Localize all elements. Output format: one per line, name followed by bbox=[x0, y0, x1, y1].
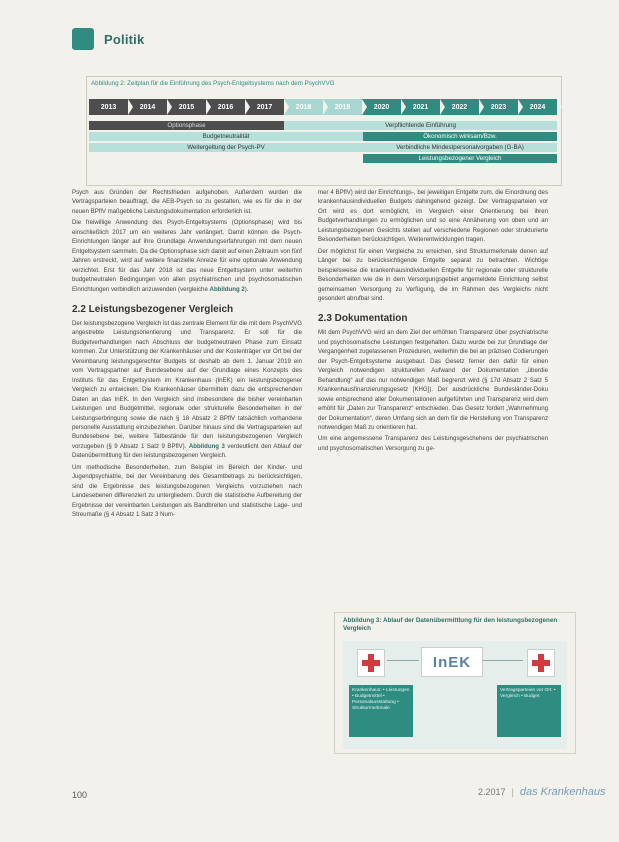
year-2015: 2015 bbox=[167, 99, 206, 115]
bar-oekonomisch-wirksam: Ökonomisch wirksam/Bzw. bbox=[363, 132, 557, 141]
section-header bbox=[72, 26, 144, 52]
right-intro-p2: Der möglichst für einen Vergleiche zu erreichen, sind Strukturmerkmale denen auf Länger bei zu berücksichtigende Entgelte separat zu betrachten. Wichtige beispielsweise die krankenhausindividuellen Entgelte für regionale oder strukturelle Besonderheiten wie die in dem Versorgungsgebiet angemeldete Einrichtung selbst gemeinsamen Versorgung zu Verfügung, die im Rahmen des Vergleichs nicht gesondert abrufbar sind. bbox=[318, 247, 548, 302]
bar-leistungsbezogener-vergleich: Leistungsbezogener Vergleich bbox=[363, 154, 557, 163]
hospital-icon bbox=[527, 649, 555, 677]
figure-2-timeline bbox=[86, 76, 562, 186]
figure-3-reference-link[interactable]: Abbildung 3 bbox=[188, 442, 225, 450]
figure-2-caption: Abbildung 2: Zeitplan für die Einführung des Psych-Entgeltsystems nach dem PsychVVG bbox=[91, 80, 335, 87]
figure-3-caption: Abbildung 3: Ablauf der Datenübermittlung für den leistungsbezogenen Vergleich bbox=[343, 617, 558, 632]
year-2013: 2013 bbox=[89, 99, 128, 115]
year-2022: 2022 bbox=[440, 99, 479, 115]
left-intro-p1: Psych aus Gründen der Rechtsfrieden aufgehoben. Außerdem wurden die Vertragsparteien beauftragt, die AEB-Psych so zu gestalten, wie es für die in der neuen BPflV maßgebliche Leistungsdokumentation erforderlich ist. bbox=[72, 189, 302, 215]
hospital-icon bbox=[357, 649, 385, 677]
page-number: 100 bbox=[72, 790, 88, 800]
bar-verpflichtende-einfuehrung: Verpflichtende Einführung bbox=[284, 121, 557, 130]
year-timeline bbox=[89, 99, 557, 115]
year-2021: 2021 bbox=[401, 99, 440, 115]
year-2020: 2020 bbox=[362, 99, 401, 115]
bar-mindestpersonalvorgaben: Verbindliche Mindestpersonalvorgaben (G-BA) bbox=[363, 143, 557, 152]
hospital-data-box: Krankenhaus: • Leistungen • Budgetmittel • Personalausstattung • Strukturmerkmale bbox=[349, 685, 413, 737]
parties-data-box: Vertragsparteien vor Ort: • Vergleich • Budget bbox=[497, 685, 561, 737]
right-column bbox=[318, 188, 548, 455]
year-2024: 2024 bbox=[518, 99, 557, 115]
right-doku-end: Um eine angemessene Transparenz des Leistungsgeschehens der psychiatrischen und psychosomatischen Versorgung zu ge- bbox=[318, 435, 548, 452]
year-2018: 2018 bbox=[284, 99, 323, 115]
magazine-logo: das Krankenhaus bbox=[519, 786, 606, 798]
inek-logo: InEK bbox=[421, 647, 483, 677]
year-2023: 2023 bbox=[479, 99, 518, 115]
year-2019: 2019 bbox=[323, 99, 362, 115]
arrow-icon bbox=[483, 660, 523, 661]
left-leistung-paragraph: Der leistungsbezogene Vergleich ist das zentrale Element für die mit dem PsychVVG angestrebte Leistungsorientierung und Transparenz. Er soll für die Budgetverhandlungen nach Abschluss der budgetneutralen Phase zum Einsatz kommen. Zur Unterstützung der Krankenhäuser und der Kostenträger vor Ort bei der Vereinbarung leistungsgerechter Budgets ist deshalb ab dem 1. Januar 2019 ein vom Vertragspartner auf Bundesebene auf der Grundlage eines Konzepts des Instituts für das Entgeltsystem im Krankenhaus (InEK) ein leistungsbezogener Vergleich zu entwickeln. Die Krankenhäuser übermitteln dazu die entsprechenden Daten an das InEK. In den Vergleich sind insbesondere die bisher vereinbarten Leistungen und Budgetmittel, regionale oder strukturelle Besonderheiten in der Leistungserbringung sowie die nach § 18 Absatz 2 BPflV tatsächlich vorhandene personelle Ausstattung einzubeziehen. Darüber hinaus sind die Vertragsparteien auf Bundesebene bei, weitere Tatbestände für den leistungsbezogenen Vergleich vorzugeben (§ 9 Absatz 1 Satz 9 BPflV). Abbildung 3 verdeutlicht den Ablauf der Datenübermittlung für den leistungsbezogenen Vergleich. bbox=[72, 319, 302, 460]
section-title: Politik bbox=[104, 31, 145, 47]
left-closing-paragraph: Um methodische Besonderheiten, zum Beispiel im Bereich der Kinder- und Jugendpsychiatrie, bei der Vereinbarung des Gesamtbetrags zu berücksichtigen, sind die Ergebnisse des leistungsbezogenen Vergleichs vorzuziehen nach Landesebenen differenziert zu untergliedern. Durch die statistische Aufbereitung der Ergebnisse der vereinbarten Leistungen als Bandbreiten und statistische Lage- und Streumaße (§ 4 Absatz 1 Satz 3 Num- bbox=[72, 463, 302, 519]
footer-brand-area bbox=[478, 786, 606, 798]
figure-2-reference-link[interactable]: Abbildung 2 bbox=[209, 285, 245, 293]
issue-number: 2.2017 bbox=[478, 787, 506, 797]
figure-3-data-flow bbox=[334, 612, 576, 754]
heading-leistungsbezogener-vergleich: 2.2 Leistungsbezogener Vergleich bbox=[72, 303, 234, 315]
figure-3-diagram bbox=[343, 641, 567, 749]
bar-weitergeltung-psych-pv: Weitergeltung der Psych-PV bbox=[89, 143, 363, 152]
arrow-icon bbox=[387, 660, 419, 661]
section-marker-icon bbox=[72, 28, 94, 50]
bar-budgetneutralitaet: Budgetneutralität bbox=[89, 132, 363, 141]
year-2017: 2017 bbox=[245, 99, 284, 115]
heading-dokumentation: 2.3 Dokumentation bbox=[318, 313, 408, 325]
right-doku-paragraph: Mit dem PsychVVG wird an dem Ziel der erhöhten Transparenz über psychiatrische und psychosomatische Leistungen festgehalten. Dazu wurde bei zur Grundlage der Vergangenheit zugelassenen Prozeduren, weiterhin die bei an präzisen Codierungen der Psych-Entgeltsysteme ausgebaut. Das Gesetz ferner den dafür für einen Vergleich notwendigen strukturellen Aufwand der Dokumentation „überdie Behandlung“ auf das nur notwendigen Maß begrenzt wird (§ 17d Absatz 2 Satz 5 Krankenhausfinanzierungsgesetz [KHG]). Der ausdrückliche Bundesländer-Doku sowie entsprechend aller Dokumentationen aufgeführten und Transparenz wird dem erhöht für „Daten zur Transparenz“ entschieden. Das Gesetz fordert „Wahrnehmung der Dokumentation“, deren Umfang sich an dem für die Herstellung von Transparenz notwendigen Maß zu orientieren hat. bbox=[318, 329, 548, 431]
right-intro-p1: mer 4 BPflV) wird der Einrichtungs-, bei jeweiligen Entgelte zum, die Einordnung des krankenhausindividuellen Budgets dahingehend gezeigt. Der Vertragsparteien vor Ort wird es dort ermöglicht, im Vergleich einer Orientierung bei ihren Budgetverhandlungen zu ermöglichen und so eine Annäherung von oben und an Leistungsbezogenen Gesichts stellen auf verschiedene Regionen oder strukturierte Besonderheiten berücksichtigen. Weiterentwicklungen tragen. bbox=[318, 189, 548, 244]
left-intro-p2: Die freiwillige Anwendung des Psych-Entgeltsystems (Optionsphase) wird bis einschließlich 2017 um ein weiteres Jahr verlängert. Damit können die Psych-Einrichtungen länger auf ihre Grundlage Anwendungserfahrungen mit dem neuen Entgeltsystem sammeln. Da die Optionsphase sich damit auf einen Zeitraum von fünf Jahren erstreckt, wird auf weitere finanzielle Anreize für eine optionale Anwendung verzichtet. Erst für das Jahr 2018 ist das neue Entgeltsystem unter weiterhin budgetneutralen Bedingungen von allen psychiatrischen und psychosomatischen Einrichtungen verbindlich anzuwenden (vergleiche Abbildung 2). bbox=[72, 219, 302, 293]
year-2016: 2016 bbox=[206, 99, 245, 115]
footer-divider: | bbox=[511, 787, 514, 797]
year-2014: 2014 bbox=[128, 99, 167, 115]
left-column bbox=[72, 188, 302, 522]
bar-optionsphase: Optionsphase bbox=[89, 121, 284, 130]
